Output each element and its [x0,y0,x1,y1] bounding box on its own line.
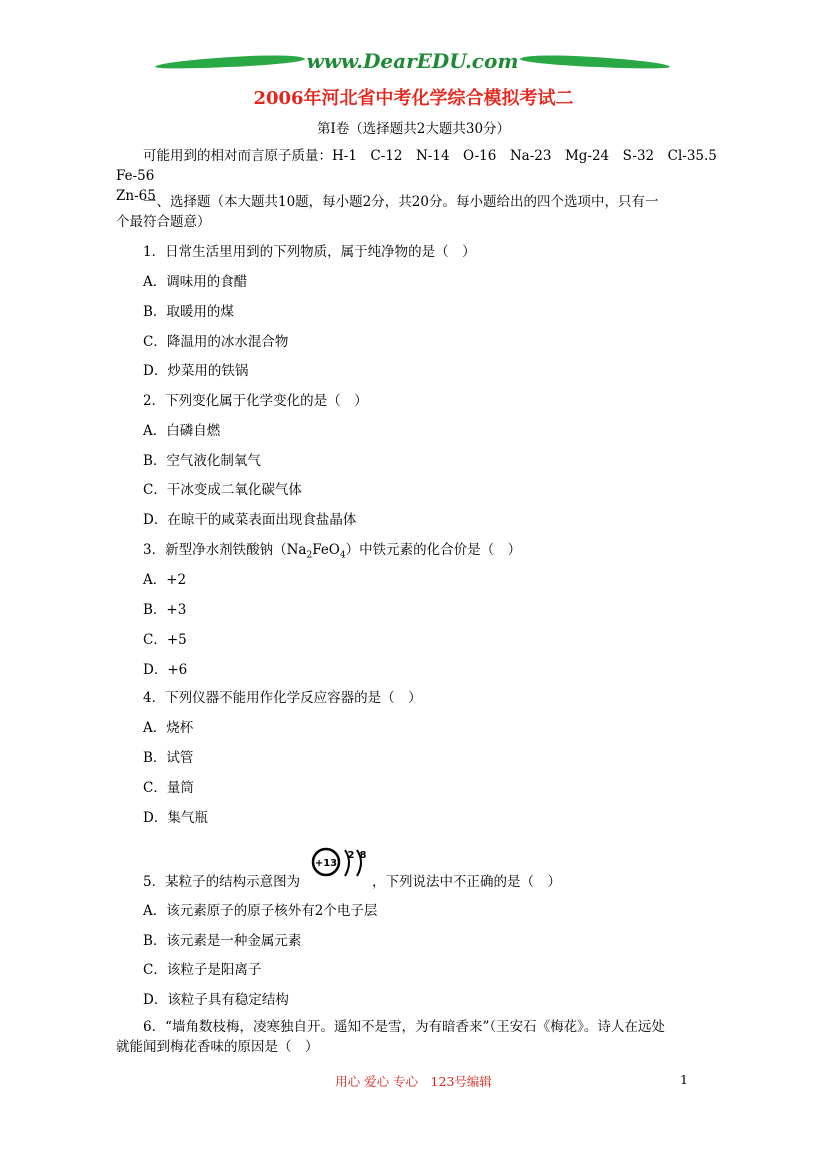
atomic-masses-line2: Zn-65 [116,188,156,204]
atom-nucleus-label: +13 [314,858,338,869]
question-2-option-c: C．干冰变成二氧化碳气体 [143,482,302,498]
exam-subtitle: 第Ⅰ卷（选择题共2大题共30分） [316,121,511,137]
question-5-option-b: B．该元素是一种金属元素 [143,933,302,949]
atomic-masses-line1: 可能用到的相对而言原子质量：H-1 C-12 N-14 O-16 Na-23 Mg-24 S-32 Cl-35.5 Fe-56 [116,148,731,184]
exam-title: 2006年河北省中考化学综合模拟考试二 [253,88,574,109]
question-5-option-a: A．该元素原子的原子核外有2个电子层 [143,903,378,919]
question-1-option-b: B．取暖用的煤 [143,304,234,320]
question-2-option-b: B．空气液化制氧气 [143,453,261,469]
question-3-stem-pre: 3．新型净水剂铁酸钠（Na [143,542,307,558]
footer-slogan: 用心 爱心 专心 123号编辑 [335,1074,492,1089]
question-5-stem-pre: 5．某粒子的结构示意图为 [143,874,301,890]
banner-leaf-left [155,53,305,71]
question-1-option-c: C．降温用的冰水混合物 [143,334,289,350]
question-5-option-c: C．该粒子是阳离子 [143,962,262,978]
question-3-stem-post: ）中铁元素的化合价是（ ） [345,542,522,558]
question-3-sub2: 4 [339,550,346,561]
site-banner [155,48,670,78]
section-line2: 个最符合题意） [116,214,211,230]
question-5-option-d: D．该粒子具有稳定结构 [143,992,289,1008]
question-1-option-a: A．调味用的食醋 [143,274,248,290]
question-4-option-d: D．集气瓶 [143,810,208,826]
question-5-stem-post: ，下列说法中不正确的是（ ） [372,874,561,890]
question-6-line2: 就能闻到梅花香味的原因是（ ） [116,1039,319,1055]
question-4-stem: 4．下列仪器不能用作化学反应容器的是（ ） [143,690,422,706]
section-instructions [116,192,716,232]
question-3-option-c: C．+5 [143,632,187,648]
question-3-stem [143,538,521,561]
question-2-stem: 2．下列变化属于化学变化的是（ ） [143,393,368,409]
question-3-option-d: D．+6 [143,662,188,678]
section-line1: 一、选择题（本大题共10题，每小题2分，共20分。每小题给出的四个选项中，只有一 [143,194,659,210]
question-3-stem-mid: FeO [312,542,340,558]
question-2-option-d: D．在晾干的咸菜表面出现食盐晶体 [143,512,357,528]
question-3-sub1: 2 [306,550,313,561]
question-2-option-a: A．白磷自燃 [143,423,221,439]
question-3-option-b: B．+3 [143,602,187,618]
question-3-option-a: A．+2 [143,572,187,588]
banner-url: www.DearEDU.com [306,49,519,73]
question-4-option-b: B．试管 [143,750,194,766]
question-6 [116,1017,736,1057]
page-number: 1 [680,1072,688,1087]
atom-structure-diagram [311,844,371,884]
question-6-line1: 6．“墙角数枝梅，凌寒独自开。遥知不是雪，为有暗香来”（王安石《梅花》。诗人在远处 [143,1019,665,1035]
question-1-stem: 1．日常生活里用到的下列物质，属于纯净物的是（ ） [143,244,476,260]
atom-shell1-label: 2 [347,850,355,861]
question-4-option-c: C．量筒 [143,780,194,796]
atom-shell2-label: 8 [359,850,367,861]
banner-leaf-right [520,53,670,71]
question-4-option-a: A．烧杯 [143,720,194,736]
question-1-option-d: D．炒菜用的铁锅 [143,363,249,379]
